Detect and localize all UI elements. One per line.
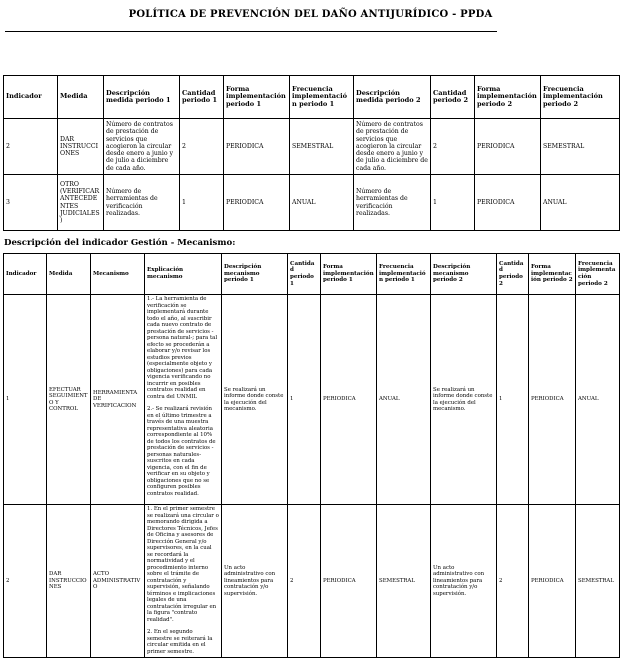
explanation-paragraph: 1.- La herramienta de verificación se implementará durante todo el año, al suscribir cada nuevo contrato de prestación de servicios - persona natural-; para tal efecto se procederán a elaborar y/o revisar los estudios previos (especialmente objeto y obligaciones) para cada vigencia verificando no incurrir en posibles contratos realidad en contra del UNMIL: [147, 296, 218, 400]
table-cell: Número de herramientas de verificación realizadas.: [104, 175, 180, 231]
table-cell: 2: [431, 119, 475, 175]
table-cell: 1: [497, 295, 529, 505]
table-cell: 2: [4, 505, 47, 658]
col-header: Cantidad periodo 2: [431, 76, 475, 119]
table-cell: SEMESTRAL: [576, 505, 620, 658]
table-cell: Número de contratos de prestación de servicios que acogieron la circular desde enero a junio y de julio a diciembre de cada año.: [104, 119, 180, 175]
table-cell: DAR INSTRUCCIONES: [47, 505, 91, 658]
table-cell: Número de contratos de prestación de servicios que acogieron la circular desde enero a junio y de julio a diciembre de cada año.: [354, 119, 431, 175]
table-cell: SEMESTRAL: [290, 119, 354, 175]
col-header: Cantidad periodo 1: [288, 254, 321, 295]
table-cell: 1: [4, 295, 47, 505]
table-cell: Se realizará un informe donde conste la ejecución del mecanismo.: [431, 295, 497, 505]
col-header: Frecuencia implementación periodo 2: [576, 254, 620, 295]
table-cell: ANUAL: [576, 295, 620, 505]
table-row: [4, 505, 620, 658]
explanation-paragraph: 2. En el segundo semestre se reiterará la circular emitida en el primer semestre.: [147, 629, 213, 655]
col-header: Descripción medida periodo 2: [354, 76, 431, 119]
table-cell: HERRAMIENTA DE VERIFICACION: [91, 295, 145, 505]
table-cell: SEMESTRAL: [377, 505, 431, 658]
table-cell: EFECTUAR SEGUIMIENTO Y CONTROL: [47, 295, 91, 505]
table-cell: Número de herramientas de verificación realizadas.: [354, 175, 431, 231]
col-header: Descripción mecanismo periodo 2: [431, 254, 497, 295]
table-cell: Se realizará un informe donde conste la ejecución del mecanismo.: [222, 295, 288, 505]
table-cell: DAR INSTRUCCIONES: [58, 119, 104, 175]
table-cell: 2: [497, 505, 529, 658]
table-cell: 2: [4, 119, 58, 175]
col-header: Forma implementación periodo 2: [529, 254, 576, 295]
col-header: Descripción mecanismo periodo 1: [222, 254, 288, 295]
col-header: Frecuencia implementación periodo 1: [377, 254, 431, 295]
table-cell: [145, 295, 222, 505]
col-header: Mecanismo: [91, 254, 145, 295]
table-cell: PERIODICA: [475, 119, 541, 175]
table-cell: 1: [288, 295, 321, 505]
table-cell: Un acto administrativo con lineamientos para contratación y/o supervisión.: [431, 505, 497, 658]
col-header: Frecuencia implementación periodo 2: [541, 76, 620, 119]
table-cell: PERIODICA: [224, 175, 290, 231]
table2-header-row: [4, 254, 620, 295]
col-header: Cantidad periodo 1: [180, 76, 224, 119]
col-header: Forma implementación periodo 2: [475, 76, 541, 119]
table-cell: SEMESTRAL: [541, 119, 620, 175]
col-header: Indicador: [4, 76, 58, 119]
col-header: Explicación mecanismo: [145, 254, 222, 295]
table-row: [4, 175, 620, 231]
col-header: Indicador: [4, 254, 47, 295]
table-cell: 2: [288, 505, 321, 658]
col-header: Medida: [58, 76, 104, 119]
table1-header-row: [4, 76, 620, 119]
section-heading: Descripción del indicador Gestión - Mecanismo:: [4, 238, 236, 248]
table-cell: PERIODICA: [224, 119, 290, 175]
col-header: Forma implementación periodo 1: [321, 254, 377, 295]
table-cell: OTRO (VERIFICAR ANTECEDENTES JUDICIALES): [58, 175, 104, 231]
col-header: Frecuencia implementación periodo 1: [290, 76, 354, 119]
table-cell: 1: [431, 175, 475, 231]
title-divider: [5, 31, 497, 32]
page-title: POLÍTICA DE PREVENCIÓN DEL DAÑO ANTIJURÍDICO - PPDA: [128, 9, 493, 20]
table-cell: [145, 505, 222, 658]
explanation-block: [147, 506, 219, 656]
explanation-paragraph: 1. En el primer semestre se realizará una circular o memorando dirigida a Directores Técnicos, Jefes de Oficina y asesores de Dirección General y/o supervisores, en la cual se recordará la normatividad y el procedimiento interno sobre el trámite de contratación y supervisión, señalando términos e implicaciones legales de una contratación irregular en la figura "contrato realidad".: [147, 506, 219, 623]
table-cell: 1: [180, 175, 224, 231]
table-row: [4, 295, 620, 505]
table-cell: ANUAL: [377, 295, 431, 505]
explanation-block: [147, 296, 219, 503]
table-cell: PERIODICA: [321, 505, 377, 658]
table-cell: 3: [4, 175, 58, 231]
table-cell: 2: [180, 119, 224, 175]
table-cell: Un acto administrativo con lineamientos para contratación y/o supervisión.: [222, 505, 288, 658]
table-row: [4, 119, 620, 175]
col-header: Descripción medida periodo 1: [104, 76, 180, 119]
explanation-paragraph: 2.- Se realizará revisión en el último trimestre a través de una muestra representativa aleatoria correspondiente al 10% de todos los contratos de prestación de servicios - personas naturales- suscritos en cada vigencia, con el fin de verificar en su objeto y obligaciones que no se configuren posibles contratos realidad.: [147, 406, 216, 497]
col-header: Forma implementación periodo 1: [224, 76, 290, 119]
col-header: Medida: [47, 254, 91, 295]
col-header: Cantidad periodo 2: [497, 254, 529, 295]
table-cell: PERIODICA: [529, 295, 576, 505]
indicator-table-2: [3, 253, 620, 658]
table-cell: ANUAL: [541, 175, 620, 231]
indicator-table-1: [3, 75, 620, 231]
table-cell: PERIODICA: [321, 295, 377, 505]
table-cell: ACTO ADMINISTRATIVO: [91, 505, 145, 658]
table-cell: ANUAL: [290, 175, 354, 231]
table-cell: PERIODICA: [529, 505, 576, 658]
table-cell: PERIODICA: [475, 175, 541, 231]
